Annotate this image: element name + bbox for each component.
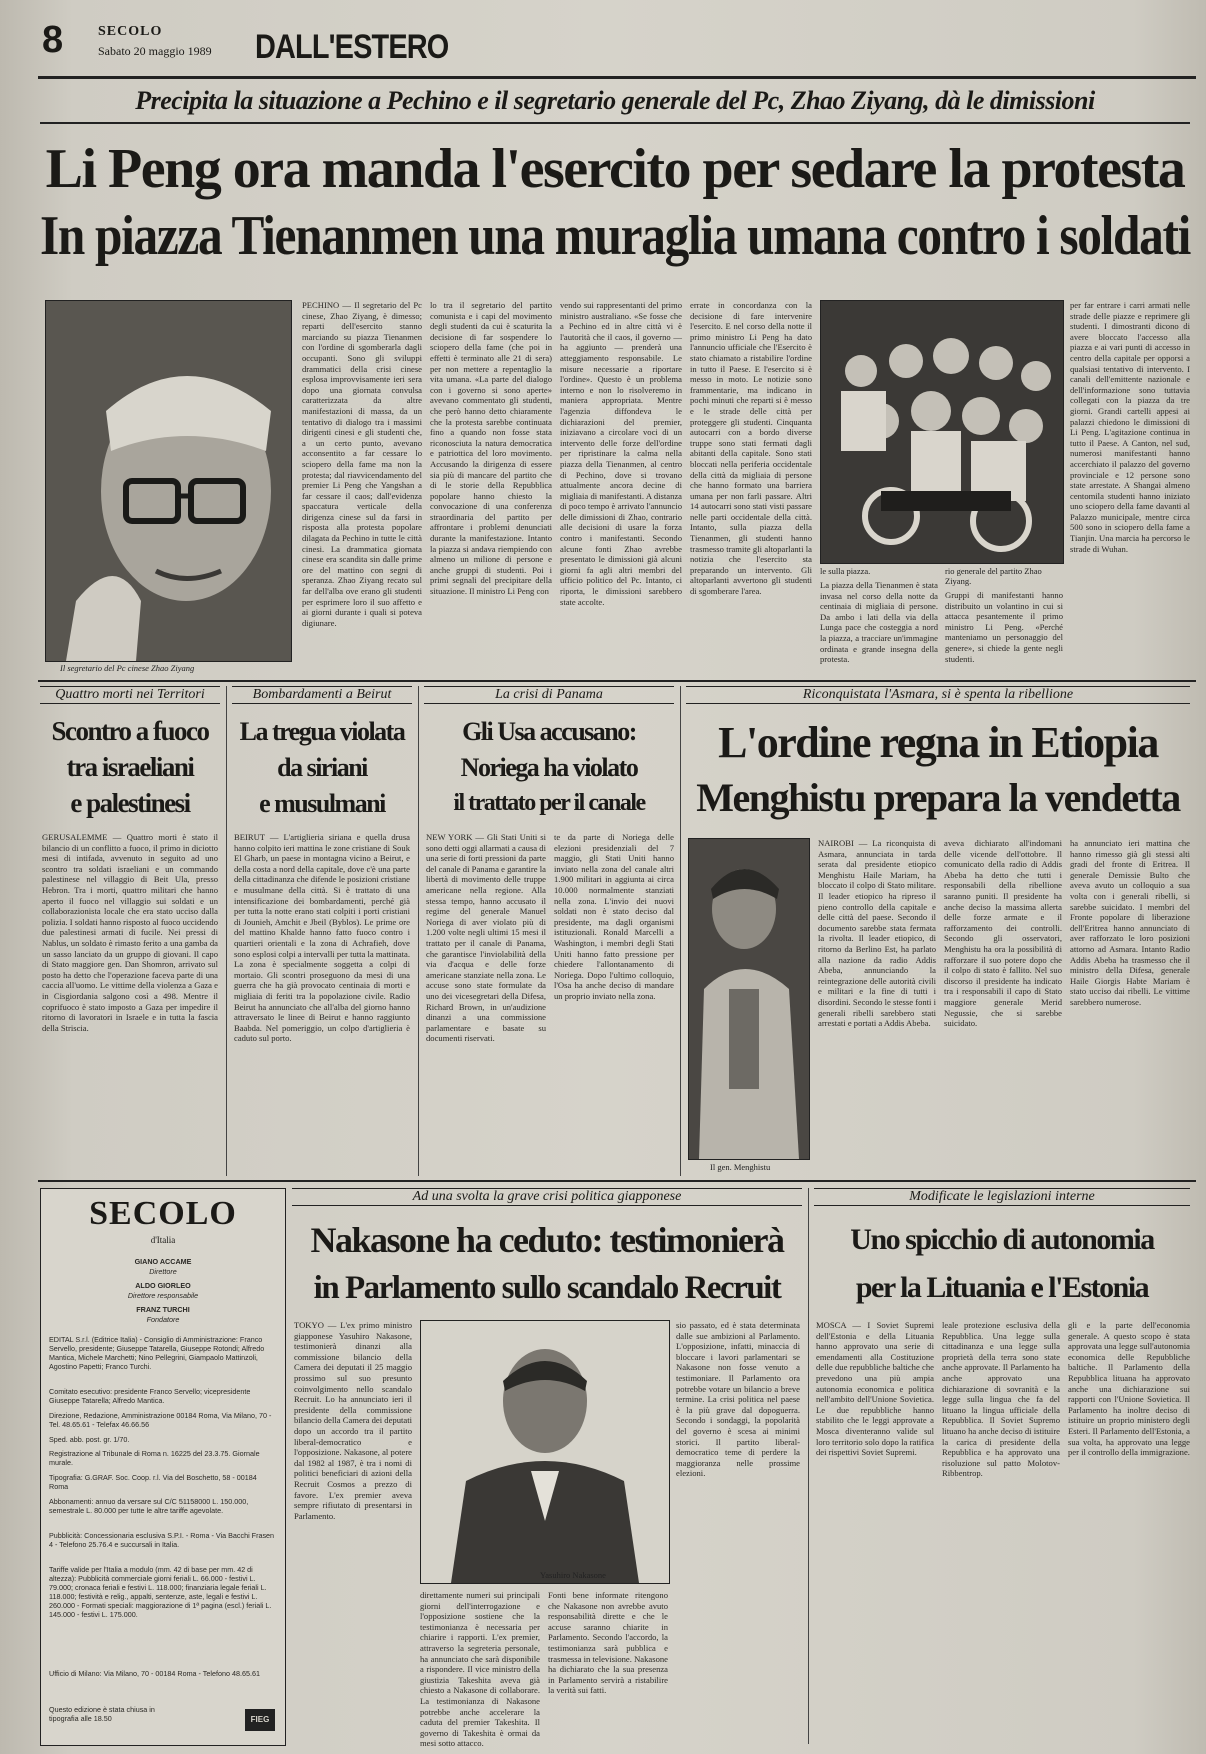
masthead-name: SECOLO bbox=[89, 1195, 237, 1232]
masthead-line: Sped. abb. post. gr. 1/70. bbox=[49, 1435, 130, 1444]
story-baltic-headline-1: Uno spicchio di autonomia bbox=[850, 1223, 1154, 1256]
story-israel-body: GERUSALEMME — Quattro morti è stato il bilancio di un conflitto a fuoco, il primo in diciotto mesi di intifada, avvenuto in seguito ad uno scontro tra soldati israeliani e un commando palestinese nel villaggio di Beit Ula, presso Hebron. Tra i morti, quattro militari che hanno aperto il fuoco nel villaggio sui soldati e un collaborazionista locale che era stato ucciso dalla polizia. I soldati hanno risposto al fuoco uccidendo due palestinesi armati di fucile. Nei pressi di Nablus, un soldato è rimasto ferito a una gamba da un sasso lanciato da un gruppo di giovani. Il capo di Stato maggiore gen. Dan Shomron, arrivato sul posto ha detto che l'operazione faceva parte di una caccia all'uomo. Le vittime della violenza a Gaza e in Cisgiordania salgono così a 498. Mentre il coprifuoco è stato imposto a Gaza per impedire il ritorno di lavoratori in Israele e in tutta la fascia della Striscia. bbox=[42, 832, 218, 1033]
zhao-ziyang-photo bbox=[45, 300, 292, 662]
crowd-caption-b: rio generale del partito Zhao Ziyang. bbox=[945, 566, 1042, 586]
story-ethiopia-body-b: aveva dichiarato all'indomani delle vicende dell'ottobre. Il comunicato della radio di Addis Abeba ha detto che tutti i responsabili della ribellione saranno puniti. Il presidente ha anche deciso la massima allerta delle forze armate e il rafforzamento dei controlli. Secondo gli osservatori, Menghistu ha ora la possibilità di rafforzare il suo potere dopo che il colpo di stato è fallito. Nel suo discorso il presidente ha indicato tra i responsabili il capo di Stato maggiore generale Merid Negussie, che si sarebbe suicidato. bbox=[944, 838, 1062, 1029]
top-story-headline-1: Li Peng ora manda l'esercito per sedare la protesta bbox=[45, 138, 1185, 200]
story-baltic-headline-2: per la Lituania e l'Estonia bbox=[855, 1271, 1149, 1304]
director-role: Direttore bbox=[149, 1267, 177, 1276]
story-baltic-body-c: gli e la parte dell'economia generale. A questo scopo è stata approvata una legge sull'autonomia economica delle Repubbliche baltiche. Il Parlamento della Repubblica lituana ha approvato anche una dichiarazione sui rapporti con l'Unione Sovietica. Il Parlamento ha inoltre deciso di istituire un proprio ministero degli Esteri. Il Parlamento dell'Estonia, a sua volta, ha approvato una legge per il controllo della immigrazione. bbox=[1068, 1320, 1190, 1458]
crowd-illustration bbox=[821, 301, 1063, 563]
story-israel-headline-3: e palestinesi bbox=[70, 788, 190, 818]
story-ethiopia-kicker: Riconquistata l'Asmara, si è spenta la ribellione bbox=[686, 686, 1190, 704]
story-ethiopia-body-c: ha annunciato ieri mattina che hanno rimesso già gli stessi alti gradi del fronte di Eritrea. Il generale Demissie Bulto che aveva avuto un colloquio a sua volta con i generali ribelli, si sarebbe suicidato. I membri del Fronte popolare di liberazione dell'Eritrea hanno annunciato di aver rafforzato le loro posizioni attorno ad Asmara. Intanto Radio Addis Abeba ha trasmesso che il ministro della Difesa, generale Haile Giorgis Habte Mariam è stato ucciso dai ribelli. Le vittime sarebbero numerose. bbox=[1070, 838, 1190, 1007]
story-japan-body-d: Fonti bene informate ritengono che Nakasone non avrebbe avuto responsabilità dirette e che le accuse saranno chiarite in Parlamento. Secondo l'accordo, la testimonianza sarà pubblica e trasmessa in televisione. Nakasone ha dichiarato che la sua presenza in Parlamento servirà a ristabilire la verità sui fatti. bbox=[548, 1590, 668, 1696]
story-panama-headline-1: Gli Usa accusano: bbox=[462, 717, 636, 746]
row1-bottom-rule bbox=[38, 680, 1196, 682]
tienanmen-crowd-photo bbox=[820, 300, 1064, 564]
header-rule bbox=[38, 76, 1196, 79]
zhao-photo-caption: Il segretario del Pc cinese Zhao Ziyang bbox=[60, 663, 195, 673]
story-baltic-kicker: Modificate le legislazioni interne bbox=[814, 1188, 1190, 1206]
resp-name: ALDO GIORLEO bbox=[135, 1281, 191, 1290]
story-japan-body-b: direttamente numeri sui principali giorni dell'interrogazione e l'opposizione sostiene che la testimonianza è necessaria per chiarire i rapporti. L'ex premier, attraverso la segreteria personale, ha annunciato che sarà disponibile a rispondere. Il vice ministro della giustizia Takeshita aveva già chiesto a Nakasone di collaborare. La testimonianza di Nakasone potrebbe anche accelerare la caduta del premier Takeshita. Il governo di Takeshita è ormai da mesi sotto attacco. bbox=[420, 1590, 540, 1749]
masthead-line: Direzione, Redazione, Amministrazione 00184 Roma, Via Milano, 70 - Tel. 48.65.61 - Telefax 46.66.56 bbox=[49, 1411, 272, 1429]
top-story-col-5: La piazza della Tienanmen è stata invasa nel corso della notte da centinaia di migliaia di persone. Da ambo i lati della via della Lunga pace che costeggia a nord la piazza, a tracciare un'immagine ordinata e grande insegna della protesta. bbox=[820, 580, 938, 665]
founder-role: Fondatore bbox=[146, 1315, 180, 1324]
story-beirut-body: BEIRUT — L'artiglieria siriana e quella drusa hanno colpito ieri mattina le zone cristiane di Souk El Gharb, un paese in montagna vicino a Beirut, e della costa a nord della capitale, dove c'è una parte della cittadinanza che difende le posizioni cristiane e musulmane della città. Si è trattato di una intensificazione dei bombardamenti, perché già per tutta la notte erano stati colpiti i porti cristiani di Jounieh, Amchit e Jbeil (Byblos). Le prime ore del mattino Khalde hanno fatto fuoco contro i quartieri orientali e la zona di Achrafieh, dove sono esplosi colpi a intervalli per tutta la mattinata. La zona è specialmente soggetta a colpi di mortaio. Gli scontri proseguono da mesi di una guerra che ha già provocato centinaia di morti e migliaia di feriti tra la popolazione civile. Radio Beirut ha annunciato che all'alba del giorno hanno attraversato le linee di Beirut e hanno raggiunto Baabda. Nel pomeriggio, un colpo d'artiglieria è caduto sul porto. bbox=[234, 832, 410, 1044]
story-beirut-headline-2: da siriani bbox=[277, 753, 367, 782]
col-divider bbox=[226, 686, 227, 1176]
menghistu-caption: Il gen. Menghistu bbox=[710, 1162, 771, 1172]
story-panama-headline-3: il trattato per il canale bbox=[453, 790, 645, 816]
masthead-line: Registrazione al Tribunale di Roma n. 16225 del 23.3.75. Giornale murale. bbox=[49, 1449, 260, 1467]
masthead-line: EDITAL S.r.l. (Editrice Italia) - Consiglio di Amministrazione: Franco Servello, presidente; Giuseppe Tatarella, Giuseppe Rotondi; Alfredo Mantica, Michele Marchetti; Nino Pellegrini, Giampaolo Mattinzoli, Agostino Papetti; Franco Turchi. bbox=[49, 1335, 265, 1371]
story-beirut-headline-3: e musulmani bbox=[259, 789, 385, 818]
col-divider bbox=[680, 686, 681, 1176]
story-panama-headline-2: Noriega ha violato bbox=[460, 753, 638, 782]
top-story-col-7: per far entrare i carri armati nelle strade delle piazze e reprimere gli studenti. I dimostranti dicono di avere bloccato l'accesso alla piazza e ai vari punti di accesso in centro della capitale per opporsi a qualsiasi tentativo di intervento. I canali dell'emittente nazionale e dell'informazione sono tuttavia collegati con la piazza da tre giorni. Grandi cartelli appesi ai palazzi chiedono le dimissioni di Li Peng. L'agitazione continua in tutto il Paese. A Canton, nel sud, numerosi manifestanti hanno accerchiato il palazzo del governo provinciale e 12 persone sono state arrestate. A Shangai almeno centomila studenti hanno iniziato uno sciopero della fame davanti al Palazzo municipale, mentre circa 500 sono in sciopero della fame a Tianjin. Una marcia ha percorso le strade di Wuhan. bbox=[1070, 300, 1190, 554]
menghistu-illustration bbox=[689, 839, 809, 1159]
story-beirut-kicker: Bombardamenti a Beirut bbox=[232, 686, 412, 704]
masthead-box bbox=[40, 1188, 286, 1746]
story-israel-headline-2: tra israeliani bbox=[66, 752, 194, 782]
story-japan-headline-1: Nakasone ha ceduto: testimonierà bbox=[310, 1220, 784, 1260]
story-baltic-body-a: MOSCA — I Soviet Supremi dell'Estonia e della Lituania hanno approvato una serie di emendamenti alla Costituzione delle due repubbliche baltiche che prevedono una più ampia autonomia economica e politica nell'ambito dell'Unione Sovietica. Le due repubbliche hanno stabilito che le leggi approvate a Mosca diventeranno valide sul loro territorio solo dopo la ratifica dei rispettivi Soviet Supremi. bbox=[816, 1320, 934, 1458]
top-story-col-2: lo tra il segretario del partito comunista e i capi del movimento degli studenti da cui è scaturita la decisione di far sospendere lo sciopero della fame (che poi in effetti è terminato alle 21 di sera) per non mettere a repentaglio la vita umana. «La parte del dialogo con i governo si sono aperte» avevano commentato gli studenti, che però hanno detto chiaramente che la protesta sarebbe continuata fino a quando non fosse stata riconosciuta la natura democratica e patriottica del loro movimento. Accusando la dirigenza di essere sia più di mancare del partito che di le storie della Repubblica popolare hanno chiesto la convocazione di una conferenza straordinaria del partito per affrontare i problemi denunciati durante la manifestazione. Intanto la piazza si andava riempiendo con almeno un milione di persone e anche gruppi di studenti. Poi i primi segnali del precipitare della situazione. Il ministro Li Peng con bbox=[430, 300, 552, 597]
story-panama-body-b: te da parte di Noriega delle elezioni presidenziali del 7 maggio, gli Stati Uniti hanno inviato nella zona del canale altri 1.900 militari in aggiunta ai circa 10.000 normalmente stanziati nella zona. L'invio dei nuovi soldati non è stato deciso dal presidente, ma dagli organismi istituzionali. Ronald Marcelli a Washington, i membri degli Stati Uniti hanno fatto pressione per chiedere l'allontanamento di Noriega. Dopo l'ultimo colloquio, l'Osa ha anche deciso di mandare un proprio inviato nella zona. bbox=[554, 832, 674, 1001]
top-story-col-1: PECHINO — Il segretario del Pc cinese, Zhao Ziyang, è dimesso; reparti dell'esercito stanno marciando su piazza Tienanmen con l'ordine di sgomberarla dagli occupanti. Sono gli sviluppi drammatici della crisi cinese esplosa improvvisamente ieri sera dopo una giornata convulsa caratterizzata da altre manifestazioni di massa, da un tentativo di dialogo tra i massimi dirigenti cinesi e gli studenti che, a un certo punto, avevano acconsentito a far cessare lo sciopero della fame ma non la protesta; dal riavvicendamento del premier Li Peng che Yangshan a far cessare il caos; dall'evidenza spaccatura verticale della dirigenza cinese sul da farsi in risposta alla protesta popolare dilagata da Pechino in tutte le città cinesi. La drammatica giornata cinese era scandita sin dalle prime ore del mattino con segni di speranza. Zhao Ziyang recato sul far dell'alba ove erano gli studenti per esprimere loro il suo affetto e ai giorni durante i quali si poteva digiunare. bbox=[302, 300, 422, 628]
story-japan-headline-2: in Parlamento sullo scandalo Recruit bbox=[313, 1270, 781, 1306]
story-panama-kicker: La crisi di Panama bbox=[424, 686, 674, 704]
row2-bottom-rule bbox=[38, 1180, 1196, 1182]
header-date: Sabato 20 maggio 1989 bbox=[98, 44, 212, 58]
top-story-col-6: Gruppi di manifestanti hanno distribuito un volantino in cui si attacca pesantemente il primo ministro Li Peng. «Perché manteniamo un personaggio del genere», si chiede la gente negli studenti. bbox=[945, 590, 1063, 664]
masthead-line: Tariffe valide per l'Italia a modulo (mm. 42 di base per mm. 42 di altezza): Pubblicità commerciale giorni feriali L. 66.000 - festivi L. 79.000; cronaca feriali e festivi L. 118.000; finanziaria legale feriali L. 118.000; festività e relig., appalti, sentenze, aste, legali e festivi L. 260.000 - Formati speciali: maggiorazione di 1ª pagina (escl.) feriali L. 145.000 - festivi L. 175.000. bbox=[49, 1565, 272, 1619]
story-ethiopia-headline-2: Menghistu prepara la vendetta bbox=[696, 775, 1180, 820]
founder-name: FRANZ TURCHI bbox=[136, 1305, 190, 1314]
nakasone-caption: Yasuhiro Nakasone bbox=[540, 1570, 606, 1580]
masthead-line: Tipografia: G.GRAF. Soc. Coop. r.l. Via del Boschetto, 58 - 00184 Roma bbox=[49, 1473, 257, 1491]
section-title: DALL'ESTERO bbox=[255, 28, 449, 66]
masthead-subtitle: d'Italia bbox=[150, 1235, 176, 1245]
nakasone-illustration bbox=[421, 1321, 669, 1583]
page-number: 8 bbox=[42, 19, 64, 61]
story-japan-kicker: Ad una svolta la grave crisi politica giapponese bbox=[292, 1188, 802, 1206]
masthead-line: Comitato esecutivo: presidente Franco Servello; vicepresidente Giuseppe Tatarella; Alfredo Mantica. bbox=[49, 1387, 251, 1405]
top-story-col-4: errate in concordanza con la decisione di fare intervenire l'esercito. E nel corso della notte il primo ministro Li Peng ha dato l'annuncio ufficiale che l'Esercito è stato chiamato a ristabilire l'ordine in tutto il Paese. E l'esercito si è messo in moto. Le notizie sono frammentarie, ma indicano in pochi minuti che reparti si è messo e le strade delle città per proteggere gli studenti. Cinquanta autocarri con a bordo diverse truppe sono stati fermati dagli abitanti della capitale. Sono stati bloccati nella periferia occidentale della città da migliaia di persone che hanno formato una barriera umana per non farli passare. Altri 14 autocarri sono stati visti passare nelle parti occidentale della città. Intanto, sulla piazza della Tienanmen, gli studenti hanno trasmesso tramite gli altoparlanti la notizia che l'esercito sta preparando un intervento. Gli altoparlanti avvertono gli studenti di sgomberare l'area. bbox=[690, 300, 812, 597]
story-ethiopia-body-a: NAIROBI — La riconquista di Asmara, annunciata in tarda serata dal presidente etiopico Menghistu Haile Mariam, ha bloccato il colpo di Stato militare. Il leader etiopico ha ripreso il pieno controllo della capitale e delle città del paese. Secondo il documento sarebbe stata fermata la rivolta. Il leader etiopico, di ritorno da Berlino Est, ha parlato alla nazione da radio Addis Abeba, annunciando la reintegrazione delle autorità civili e militari e la fine di tutti i disordini. Secondo le stesse fonti i generali ribelli sarebbero stati arrestati e portati a Addis Abeba. bbox=[818, 838, 936, 1029]
story-panama-body-a: NEW YORK — Gli Stati Uniti si sono detti oggi allarmati a causa di una serie di forti pressioni da parte del canale di Panama e garantire la libertà di movimento delle truppe americane nella regione. Alla stessa tempo, hanno accusato il regime del generale Manuel Noriega di aver violato più di 1.200 volte negli ultimi 15 mesi il trattato per il canale di Panama, che garantisce l'inviolabilità della via d'acqua e delle forze americane stanziate nella zona. Le accuse sono state formulate da uno dei vicesegretari della Difesa, Richard Brown, in un'audizione dinanzi a una commissione parlamentare e basate su documenti riservati. bbox=[426, 832, 546, 1044]
story-baltic-body-b: leale protezione esclusiva della Repubblica. Una legge sulla cittadinanza e una legge sulla proprietà della terra sono state anche approvate. Il Parlamento ha anche approvato una dichiarazione di sovranità e la legge sulla lingua che fa del lituano la lingua ufficiale della Repubblica. Il Soviet Supremo lituano ha anche deciso di istituire la carica di presidente della Repubblica e ha approvato una risoluzione sul patto Molotov-Ribbentrop. bbox=[942, 1320, 1060, 1479]
header-paper-name: SECOLO bbox=[98, 24, 163, 39]
top-story-headline-2: In piazza Tienanmen una muraglia umana contro i soldati bbox=[40, 205, 1190, 267]
masthead-line: Abbonamenti: annuo da versare sul C/C 51158000 L. 150.000, semestrale L. 80.000 per tutte le altre tariffe agevolate. bbox=[49, 1497, 249, 1515]
resp-role: Direttore responsabile bbox=[127, 1291, 199, 1300]
director-name: GIANO ACCAME bbox=[134, 1257, 192, 1266]
masthead-footer-note: Questo edizione è stata chiusa in tipografia alle 18.50 bbox=[49, 1705, 155, 1723]
story-beirut-headline-1: La tregua violata bbox=[239, 717, 405, 746]
crowd-caption-a: le sulla piazza. bbox=[820, 566, 871, 576]
story-israel-kicker: Quattro morti nei Territori bbox=[40, 686, 220, 704]
story-ethiopia-headline-1: L'ordine regna in Etiopia bbox=[718, 718, 1158, 767]
story-japan-body-a: TOKYO — L'ex primo ministro giapponese Yasuhiro Nakasone, testimonierà dinanzi alla commissione bilancio della Camera dei deputati il 25 maggio prossimo sul suo presunto coinvolgimento nello scandalo Recruit. Lo ha annunciato ieri il presidente della commissione bilancio della Camera dei deputati dopo un accordo tra il partito liberal-democratico e l'opposizione. Nakasone, al potere dal 1982 al 1987, è tra i nomi di politici beneficiari di azioni della Recruit Cosmos a prezzo di favore. L'ex premier aveva sempre rifiutato di presentarsi in Parlamento. bbox=[294, 1320, 412, 1521]
story-japan-body-c: sio passato, ed è stata determinata dalle sue ambizioni al Parlamento. L'opposizione, infatti, minaccia di bloccare i lavori parlamentari se Nakasone non fosse venuto a testimoniare. Il Parlamento ora potrebbe votare un bilancio a breve termine. La crisi politica nel paese è la più grave dal dopoguerra. Secondo i sondaggi, la popolarità del governo è scesa ai minimi storici. Il partito liberal-democratico teme di perdere la maggioranza nelle prossime elezioni. bbox=[676, 1320, 800, 1479]
nakasone-photo bbox=[420, 1320, 670, 1584]
masthead-line: Ufficio di Milano: Via Milano, 70 - 00184 Roma - Telefono 48.65.61 bbox=[49, 1669, 260, 1678]
top-story-col-3: vendo sui rappresentanti del primo ministro australiano. «Se fosse che a Pechino ed in altre città vi è l'autorità che il caos, il governo — ha aggiunto — prenderà una atteggiamento responsabile. Le misure necessarie a riportare l'ordine». Questo è un problema interno e non lo risolveremo in maniera appropriata. Mentre l'agenzia diffondeva le dichiarazioni del premier, iniziavano a circolare voci di un intervento delle forze dell'ordine per ripristinare la calma nella piazza della Tienanmen, al centro di Pechino, dove si trovano attualmente ancora decine di migliaia di manifestanti. A distanza di poco tempo è arrivato l'annuncio delle dimissioni di Zhao, contrario alle decisioni di usare la forza contro i manifestanti. Secondo alcune fonti Zhao avrebbe presentato le dimissioni già alcuni giorni fa agli altri membri del ufficio politico del Pc. Intanto, ci riporta, le dimissioni sarebbero state accolte. bbox=[560, 300, 682, 607]
story-israel-headline-1: Scontro a fuoco bbox=[51, 716, 209, 746]
fieg-badge: FIEG bbox=[245, 1709, 275, 1731]
portrait-illustration bbox=[46, 301, 291, 661]
masthead-line: Pubblicità: Concessionaria esclusiva S.P.I. - Roma - Via Bacchi Frasen 4 - Telefono 25.76.4 e succursali in Italia. bbox=[49, 1531, 275, 1549]
col-divider bbox=[418, 686, 419, 1176]
top-story-kicker: Precipita la situazione a Pechino e il segretario generale del Pc, Zhao Ziyang, dà le dimissioni bbox=[40, 86, 1190, 124]
col-divider bbox=[808, 1188, 809, 1744]
menghistu-photo bbox=[688, 838, 810, 1160]
